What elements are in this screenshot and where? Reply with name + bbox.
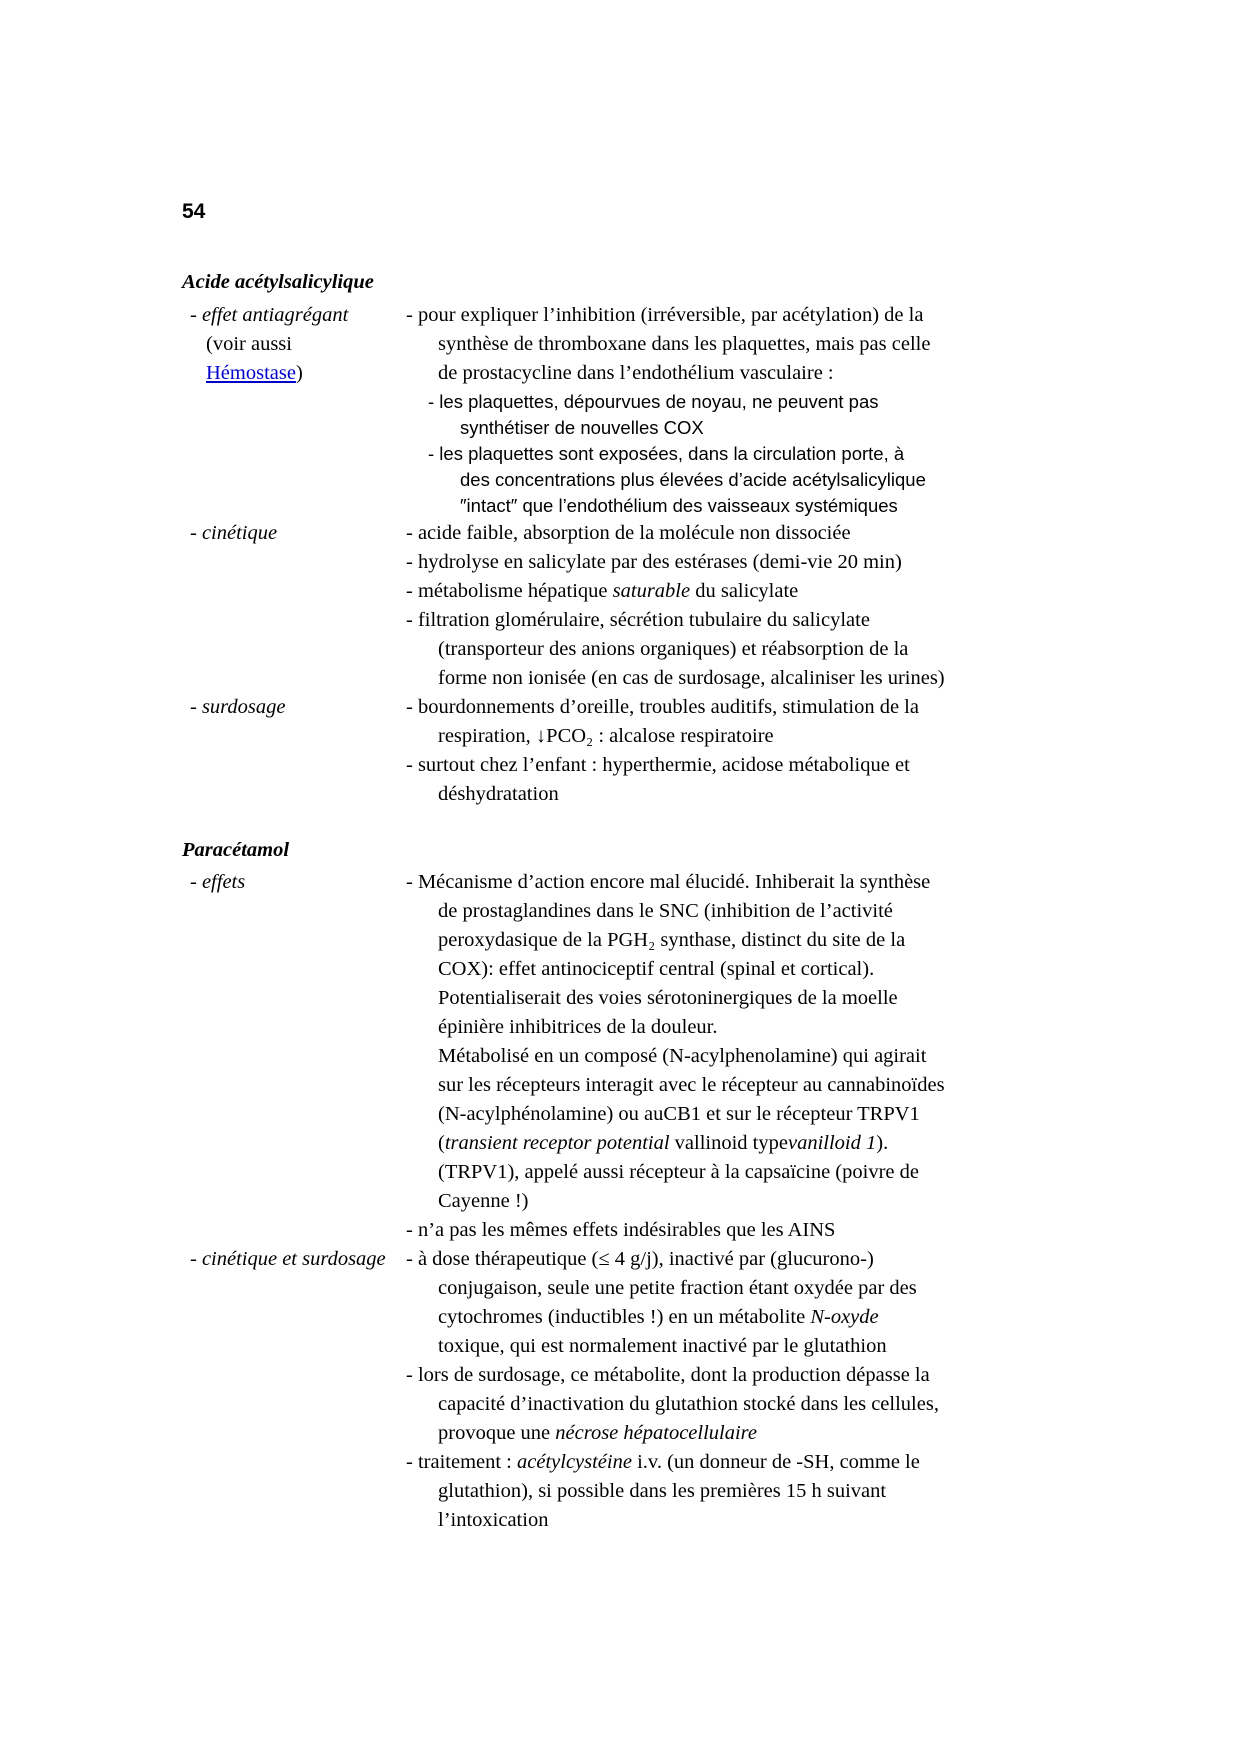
- bullet-line-pco2: respiration, ↓PCO₂ : alcalose respiratoire: [438, 724, 774, 747]
- link-suffix: ): [295, 361, 303, 384]
- sub-bullet-line: synthétiser de nouvelles COX: [460, 416, 704, 438]
- bullet-line: - à dose thérapeutique (≤ 4 g/j), inactivé par (glucurono-): [406, 1248, 874, 1271]
- bullet-item: [406, 1216, 1062, 1245]
- bullet-line-traitement: [406, 1451, 920, 1473]
- entry-label-cinetique-et-surdosage: [182, 1245, 404, 1274]
- bullet-line: - n’a pas les mêmes effets indésirables que les AINS: [406, 1219, 836, 1242]
- entry-label-cinetique: [182, 519, 404, 548]
- bullet-line: - bourdonnements d’oreille, troubles auditifs, stimulation de la: [406, 695, 919, 718]
- bullet-line: synthèse de thromboxane dans les plaquettes, mais pas celle: [438, 332, 931, 355]
- sub-bullet-list: [406, 389, 1062, 519]
- bullet-line: (transporteur des anions organiques) et réabsorption de la: [438, 637, 909, 660]
- paren-close: ).: [876, 1132, 889, 1155]
- bullet-item: [406, 519, 1062, 548]
- bullet-line: COX): effet antinociceptif central (spinal et cortical).: [438, 958, 875, 981]
- page-content: [182, 200, 1062, 1535]
- paren-open: (: [438, 1132, 445, 1155]
- entry-label-effet-antiagregant: [182, 301, 404, 388]
- bullet-line: déshydratation: [438, 782, 559, 805]
- bullet-line: - lors de surdosage, ce métabolite, dont la production dépasse la: [406, 1364, 930, 1387]
- bullet-line: - surtout chez l’enfant : hyperthermie, acidose métabolique et: [406, 753, 910, 776]
- bullet-line: Métabolisé en un composé (N-acylphenolamine) qui agirait: [438, 1045, 927, 1068]
- bullet-line: toxique, qui est normalement inactivé par le glutathion: [438, 1335, 887, 1358]
- section-heading-acide-acetylsalicylique: Acide acétylsalicylique: [182, 271, 374, 294]
- bullet-line: Cayenne !): [438, 1190, 529, 1213]
- bullet-line-trpv1-italic: [422, 1129, 1062, 1158]
- entry-body-surdosage: [404, 693, 1062, 809]
- bullet-line: (TRPV1), appelé aussi récepteur à la capsaïcine (poivre de: [438, 1161, 919, 1184]
- entry-body-cinetique-et-surdosage: [404, 1245, 1062, 1535]
- emphasis-acetylcysteine: acétylcystéine: [517, 1451, 632, 1474]
- label-line: - effet antiagrégant: [190, 303, 349, 326]
- sub-bullet-item: [428, 441, 1062, 519]
- bullet-line: glutathion), si possible dans les premières 15 h suivant: [438, 1480, 887, 1503]
- entry-label-surdosage: [182, 693, 404, 722]
- bullet-line: Potentialiserait des voies sérotoninergiques de la moelle: [438, 987, 898, 1010]
- entry-body-cinetique: [404, 519, 1062, 693]
- bullet-line-necrose: [422, 1419, 1062, 1448]
- sub-bullet-line: ″intact″ que l’endothélium des vaisseaux systémiques: [460, 494, 898, 516]
- bullet-line-n-oxyde: [422, 1303, 1062, 1332]
- bullet-line: l’intoxication: [438, 1509, 549, 1532]
- bullet-line: - filtration glomérulaire, sécrétion tubulaire du salicylate: [406, 608, 870, 631]
- entry-row-surdosage: [182, 693, 1062, 809]
- entry-body-effet-antiagregant: [404, 301, 1062, 519]
- emphasis-transient-receptor-potential: transient receptor potential: [444, 1132, 670, 1155]
- bullet-line: - Mécanisme d’action encore mal élucidé. Inhiberait la synthèse: [406, 871, 931, 894]
- bullet-line: sur les récepteurs interagit avec le récepteur au cannabinoïdes: [438, 1074, 945, 1097]
- bullet-item: [406, 606, 1062, 693]
- bullet-line-part: - métabolisme hépatique: [406, 579, 613, 602]
- bullet-line: épinière inhibitrices de la douleur.: [438, 1016, 718, 1039]
- bullet-item: [406, 693, 1062, 751]
- label-line: - cinétique et surdosage: [190, 1248, 386, 1271]
- bullet-line: - acide faible, absorption de la molécule non dissociée: [406, 521, 851, 544]
- page-number: 54: [182, 200, 206, 223]
- entry-row-effet-antiagregant: [182, 301, 1062, 519]
- bullet-item: [406, 301, 1062, 388]
- sub-bullet-item: [428, 389, 1062, 441]
- hemostase-link[interactable]: Hémostase: [206, 361, 296, 384]
- bullet-line: - pour expliquer l’inhibition (irréversible, par acétylation) de la: [406, 303, 924, 326]
- label-line: - cinétique: [190, 521, 278, 544]
- plain-text: provoque une: [438, 1422, 556, 1445]
- emphasis-saturable: saturable: [612, 579, 691, 602]
- sub-bullet-line: - les plaquettes, dépourvues de noyau, ne peuvent pas: [428, 390, 879, 412]
- bullet-line-part: du salicylate: [690, 579, 799, 602]
- bullet-line: forme non ionisée (en cas de surdosage, alcaliniser les urines): [438, 666, 945, 689]
- label-line: (voir aussi: [206, 332, 292, 355]
- bullet-item: [406, 751, 1062, 809]
- plain-text: i.v. (un donneur de -SH, comme le: [631, 1451, 920, 1474]
- bullet-item-mecanisme: [406, 868, 1062, 1216]
- plain-text: cytochromes (inductibles !) en un métabolite: [438, 1306, 811, 1329]
- section-heading-paracetamol: Paracétamol: [182, 838, 290, 861]
- emphasis-vanilloid-1: vanilloid 1: [787, 1132, 877, 1155]
- entry-body-effets: [404, 868, 1062, 1245]
- bullet-item: [406, 548, 1062, 577]
- label-line: - effets: [190, 871, 246, 894]
- plain-text: - traitement :: [406, 1451, 517, 1474]
- entry-row-effets: [182, 868, 1062, 1245]
- entry-row-cinetique-et-surdosage: [182, 1245, 1062, 1535]
- bullet-line: de prostacycline dans l’endothélium vasculaire :: [438, 361, 834, 384]
- plain-text: vallinoid type: [669, 1132, 788, 1155]
- sub-bullet-line: des concentrations plus élevées d’acide acétylsalicylique: [460, 468, 926, 490]
- emphasis-necrose-hepatocellulaire: nécrose hépatocellulaire: [555, 1422, 757, 1445]
- bullet-line: - hydrolyse en salicylate par des estérases (demi-vie 20 min): [406, 550, 902, 573]
- bullet-item: [406, 1361, 1062, 1448]
- emphasis-n-oxyde: N-oxyde: [810, 1306, 879, 1329]
- bullet-line: capacité d’inactivation du glutathion stocké dans les cellules,: [438, 1393, 939, 1416]
- label-line: - surdosage: [190, 695, 286, 718]
- bullet-item: [406, 1245, 1062, 1361]
- entry-row-cinetique: [182, 519, 1062, 693]
- bullet-line: (N-acylphénolamine) ou auCB1 et sur le récepteur TRPV1: [438, 1103, 920, 1126]
- bullet-line: de prostaglandines dans le SNC (inhibition de l’activité: [438, 900, 893, 923]
- bullet-item-saturable: [406, 577, 1062, 606]
- label-line-with-link: [190, 359, 404, 388]
- bullet-line: conjugaison, seule une petite fraction étant oxydée par des: [438, 1277, 917, 1300]
- bullet-line: peroxydasique de la PGH₂ synthase, distinct du site de la: [438, 929, 906, 952]
- entry-label-effets: [182, 868, 404, 897]
- sub-bullet-line: - les plaquettes sont exposées, dans la circulation porte, à: [428, 442, 905, 464]
- bullet-item: [406, 1448, 1062, 1535]
